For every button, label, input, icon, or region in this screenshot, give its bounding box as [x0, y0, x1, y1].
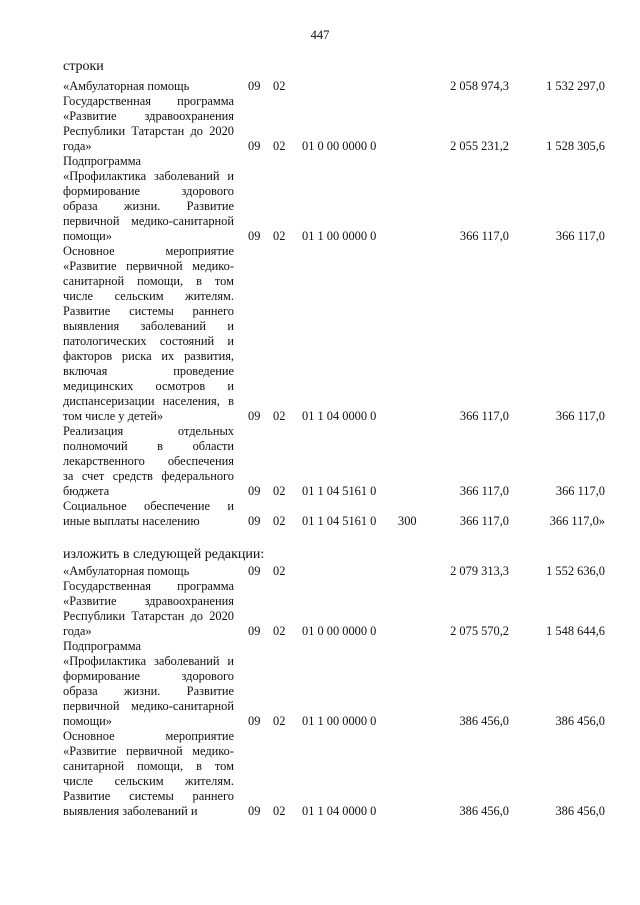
sum-year-1: 386 456,0	[459, 714, 509, 728]
row-name-line: «Амбулаторная помощь	[63, 79, 190, 93]
row-name-line: числе сельским жителям.	[63, 289, 234, 303]
target-article-code: 01 1 00 0000 0	[302, 714, 377, 728]
row-name	[63, 244, 234, 424]
row-name-line: иные выплаты населению	[63, 514, 200, 528]
row-name	[63, 94, 234, 154]
row-name-line: бюджета	[63, 484, 110, 498]
table-row	[0, 424, 640, 499]
sum-year-1: 366 117,0	[459, 409, 509, 423]
row-name-line: Реализация отдельных	[63, 424, 234, 438]
row-name-line: том числе у детей»	[63, 409, 164, 423]
table-row	[0, 244, 640, 424]
sum-year-2: 366 117,0»	[549, 514, 605, 528]
row-name-line: формирование здорового	[63, 184, 234, 198]
subsection-code: 02	[273, 229, 286, 243]
sum-year-2: 386 456,0	[555, 804, 605, 818]
row-name-line: санитарной помощи, в том	[63, 759, 234, 773]
section-code: 09	[248, 229, 261, 243]
sum-year-2: 1 528 305,6	[546, 139, 605, 153]
row-name-line: Развитие системы раннего	[63, 304, 234, 318]
row-name-line: Социальное обеспечение и	[63, 499, 234, 513]
table-row	[0, 499, 640, 529]
row-name-line: за счет средств федерального	[63, 469, 234, 483]
table-row	[0, 564, 640, 579]
subsection-code: 02	[273, 714, 286, 728]
row-name-line: Республики Татарстан до 2020	[63, 124, 234, 138]
row-name-line: включая проведение	[63, 364, 234, 378]
sum-year-1: 2 075 570,2	[450, 624, 509, 638]
section-code: 09	[248, 564, 261, 578]
row-name-line: года»	[63, 139, 92, 153]
row-name-line: помощи»	[63, 714, 112, 728]
row-name-line: первичной медико-санитарной	[63, 214, 234, 228]
row-name-line: Государственная программа	[63, 94, 234, 108]
table-row	[0, 639, 640, 729]
subsection-code: 02	[273, 484, 286, 498]
row-name-line: года»	[63, 624, 92, 638]
row-name	[63, 424, 234, 499]
row-name-line: формирование здорового	[63, 669, 234, 683]
sum-year-1: 2 058 974,3	[450, 79, 509, 93]
sum-year-2: 366 117,0	[555, 229, 605, 243]
sum-year-1: 2 079 313,3	[450, 564, 509, 578]
sum-year-2: 366 117,0	[555, 409, 605, 423]
row-name-line: Государственная программа	[63, 579, 234, 593]
row-name-line: образа жизни. Развитие	[63, 199, 234, 213]
sum-year-2: 1 548 644,6	[546, 624, 605, 638]
section-code: 09	[248, 804, 261, 818]
row-name-line: образа жизни. Развитие	[63, 684, 234, 698]
row-name-line: Основное мероприятие	[63, 729, 234, 743]
subsection-code: 02	[273, 804, 286, 818]
section-code: 09	[248, 79, 261, 93]
row-name	[63, 639, 234, 729]
target-article-code: 01 1 04 5161 0	[302, 484, 377, 498]
section-code: 09	[248, 714, 261, 728]
section-code: 09	[248, 409, 261, 423]
row-name-line: выявления заболеваний и	[63, 319, 234, 333]
page-number: 447	[310, 28, 330, 42]
section-code: 09	[248, 484, 261, 498]
row-name-line: факторов риска их развития,	[63, 349, 234, 363]
row-name-line: «Амбулаторная помощь	[63, 564, 190, 578]
row-name-line: диспансеризации населения, в	[63, 394, 234, 408]
section-code: 09	[248, 624, 261, 638]
target-article-code: 01 1 00 0000 0	[302, 229, 377, 243]
target-article-code: 01 1 04 0000 0	[302, 804, 377, 818]
row-name-line: санитарной помощи, в том	[63, 274, 234, 288]
section-code: 09	[248, 514, 261, 528]
row-name-line: Развитие системы раннего	[63, 789, 234, 803]
sum-year-1: 366 117,0	[459, 229, 509, 243]
row-name-line: первичной медико-санитарной	[63, 699, 234, 713]
row-name-line: медицинских осмотров и	[63, 379, 234, 393]
sum-year-2: 1 532 297,0	[546, 79, 605, 93]
row-name-line: выявления заболеваний и	[63, 804, 198, 818]
table-row	[0, 94, 640, 154]
row-name	[63, 729, 234, 819]
row-name	[63, 154, 234, 244]
sum-year-1: 2 055 231,2	[450, 139, 509, 153]
target-article-code: 01 0 00 0000 0	[302, 624, 377, 638]
subsection-code: 02	[273, 409, 286, 423]
row-name-line: Подпрограмма	[63, 154, 141, 168]
row-name-line: «Профилактика заболеваний и	[63, 654, 234, 668]
row-name-line: Республики Татарстан до 2020	[63, 609, 234, 623]
table-row	[0, 579, 640, 639]
row-name	[63, 579, 234, 639]
row-name-line: полномочий в области	[63, 439, 234, 453]
table-row	[0, 154, 640, 244]
section-heading-old: строки	[63, 59, 104, 74]
row-name-line: лекарственного обеспечения	[63, 454, 234, 468]
row-name	[63, 564, 234, 579]
row-name-line: «Развитие первичной медико-	[63, 744, 234, 758]
row-name-line: помощи»	[63, 229, 112, 243]
section-heading-new: изложить в следующей редакции:	[63, 547, 265, 562]
row-name-line: Основное мероприятие	[63, 244, 234, 258]
row-name-line: Подпрограмма	[63, 639, 141, 653]
subsection-code: 02	[273, 139, 286, 153]
row-name-line: «Развитие здравоохранения	[63, 594, 234, 608]
sum-year-2: 386 456,0	[555, 714, 605, 728]
target-article-code: 01 0 00 0000 0	[302, 139, 377, 153]
table-row	[0, 79, 640, 94]
row-name-line: «Развитие первичной медико-	[63, 259, 234, 273]
sum-year-2: 366 117,0	[555, 484, 605, 498]
row-name	[63, 79, 234, 94]
sum-year-1: 366 117,0	[459, 484, 509, 498]
target-article-code: 01 1 04 0000 0	[302, 409, 377, 423]
sum-year-2: 1 552 636,0	[546, 564, 605, 578]
target-article-code: 01 1 04 5161 0	[302, 514, 377, 528]
subsection-code: 02	[273, 514, 286, 528]
section-code: 09	[248, 139, 261, 153]
row-name	[63, 499, 234, 529]
row-name-line: числе сельским жителям.	[63, 774, 234, 788]
table-row	[0, 729, 640, 819]
expense-type-code: 300	[398, 514, 417, 528]
row-name-line: патологических состояний и	[63, 334, 234, 348]
sum-year-1: 386 456,0	[459, 804, 509, 818]
subsection-code: 02	[273, 564, 286, 578]
subsection-code: 02	[273, 624, 286, 638]
subsection-code: 02	[273, 79, 286, 93]
row-name-line: «Развитие здравоохранения	[63, 109, 234, 123]
sum-year-1: 366 117,0	[459, 514, 509, 528]
row-name-line: «Профилактика заболеваний и	[63, 169, 234, 183]
